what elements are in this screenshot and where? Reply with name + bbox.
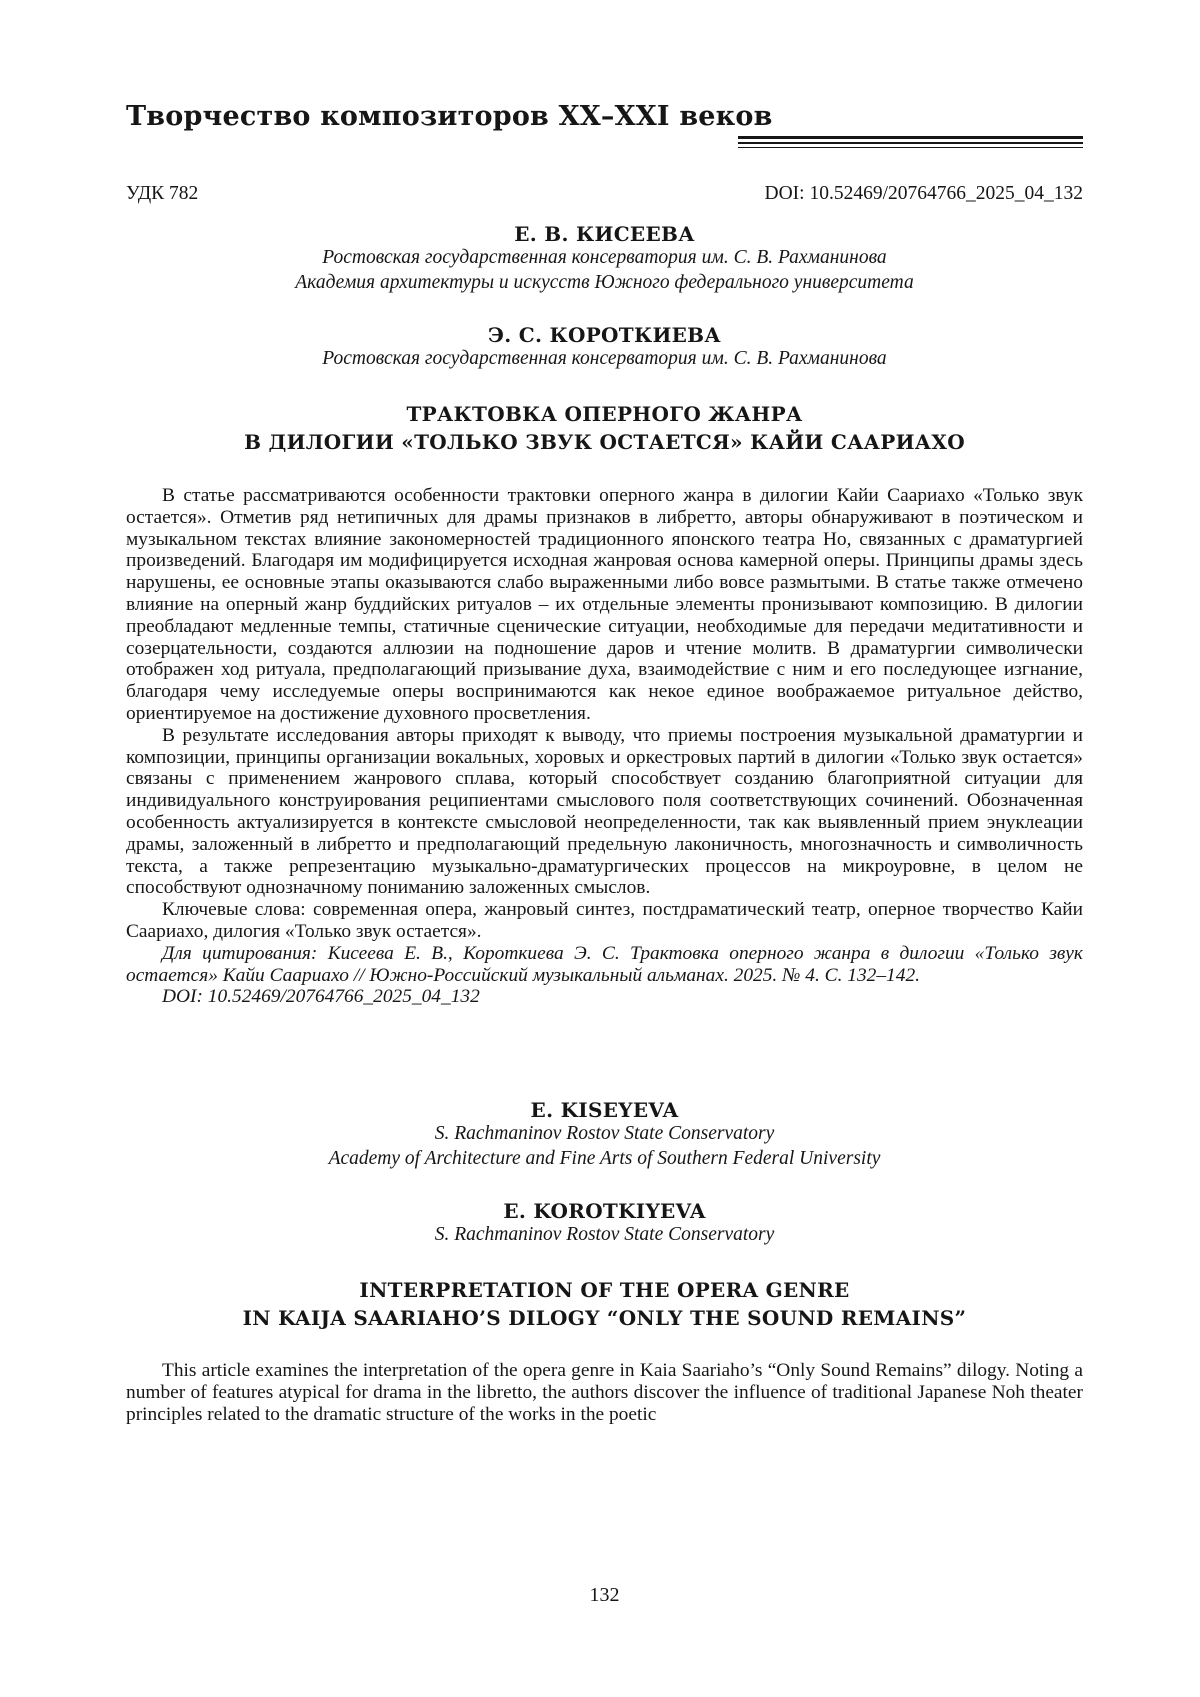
abstract-ru-paragraph-2: В результате исследования авторы приходят к выводу, что приемы построения музыкальной драматургии и композиции, принципы организации вокальных, хоровых и оркестровых партий в дилогии «Только звук остается» связаны с применением жанрового сплава, который способствует созданию благоприятной ситуации для индивидуального конструирования реципиентами смыслового поля соответствующих сочинений. Обозначенная особенность актуализируется в контексте смысловой неопределенности, так как выявленный прием энуклеации драмы, заложенный в либретто и предполагающий предельную лаконичность, многозначность и символичность текста, а также репрезентацию музыкально-драматургических процессов на микроуровне, в целом не способствуют однозначному пониманию заложенных смыслов. [126,724,1083,899]
article-title-en-line-1: INTERPRETATION OF THE OPERA GENRE [359,1278,850,1302]
article-title-ru-line-2: В ДИЛОГИИ «ТОЛЬКО ЗВУК ОСТАЕТСЯ» КАЙИ СААРИАХО [244,430,965,454]
article-meta-line [126,183,1083,209]
article-title-en-line-2: IN KAIJA SAARIAHO’S DILOGY “ONLY THE SOUND REMAINS” [242,1306,967,1330]
author-affiliation-ru-1b: Академия архитектуры и искусств Южного федерального университета [295,272,914,293]
abstract-en-paragraph-1: This article examines the interpretation of the opera genre in Kaia Saariaho’s “Only Sound Remains” dilogy. Noting a number of features atypical for drama in the libretto, the authors discover the influence of traditional Japanese Noh theater principles related to the dramatic structure of the works in the poetic [126,1360,1083,1425]
abstract-ru [126,485,1083,1008]
author-affiliation-en-1a: S. Rachmaninov Rostov State Conservatory [434,1123,775,1144]
author-affiliation-en-1b: Academy of Architecture and Fine Arts of Southern Federal University [328,1148,881,1169]
abstract-en [126,1360,1083,1425]
author-name-ru-2: Э. С. КОРОТКИЕВА [488,323,721,347]
page-number: 132 [589,1584,620,1606]
section-header-title: Творчество композиторов XX–XXI веков [126,101,773,132]
udk-code: УДК 782 [126,183,199,204]
author-affiliation-ru-1a: Ростовская государственная консерватория им. С. В. Рахманинова [322,247,887,268]
author-affiliation-en-2a: S. Rachmaninov Rostov State Conservatory [434,1224,775,1245]
header-rule-thick [738,136,1083,139]
citation-ru: Для цитирования: Кисеева Е. В., Короткиева Э. С. Трактовка оперного жанра в дилогии «Только звук остается» Кайи Саариахо // Южно-Российский музыкальный альманах. 2025. № 4. С. 132–142. [126,942,1083,986]
citation-doi-ru: DOI: 10.52469/20764766_2025_04_132 [162,986,480,1008]
author-name-en-2: E. KOROTKIYEVA [503,1199,706,1223]
doi-identifier: DOI: 10.52469/20764766_2025_04_132 [764,183,1083,204]
keywords-ru: Ключевые слова: современная опера, жанровый синтез, постдраматический театр, оперное творчество Кайи Саариахо, дилогия «Только звук остается». [126,899,1083,942]
author-affiliation-ru-2a: Ростовская государственная консерватория им. С. В. Рахманинова [322,348,887,369]
author-name-en-1: E. KISEYEVA [530,1098,679,1122]
abstract-ru-paragraph-1: В статье рассматриваются особенности трактовки оперного жанра в дилогии Кайи Саариахо «Только звук остается». Отметив ряд нетипичных для драмы признаков в либретто, авторы обнаруживают в поэтическом и музыкальном текстах влияние закономерностей традиционного японского театра Но, связанных с драматургией произведений. Благодаря им модифицируется исходная жанровая основа камерной оперы. Принципы драмы здесь нарушены, ее основные этапы оказываются слабо выраженными либо вовсе размытыми. В статье также отмечено влияние на оперный жанр буддийских ритуалов – их отдельные элементы пронизывают композицию. В дилогии преобладают медленные темпы, статичные сценические ситуации, необходимые для передачи медитативности и созерцательности, создаются аллюзии на подношение даров и чтение молитв. В драматургии символически отображен ход ритуала, предполагающий призывание духа, взаимодействие с ним и его последующее изгнание, благодаря чему исследуемые оперы воспринимаются как некое единое воображаемое ритуальное действо, ориентируемое на достижение духовного просветления. [126,485,1083,724]
author-name-ru-1: Е. В. КИСЕЕВА [514,222,695,246]
header-rule-medium [738,142,1083,144]
article-title-ru-line-1: ТРАКТОВКА ОПЕРНОГО ЖАНРА [406,402,803,426]
header-rule-thin [738,147,1083,148]
